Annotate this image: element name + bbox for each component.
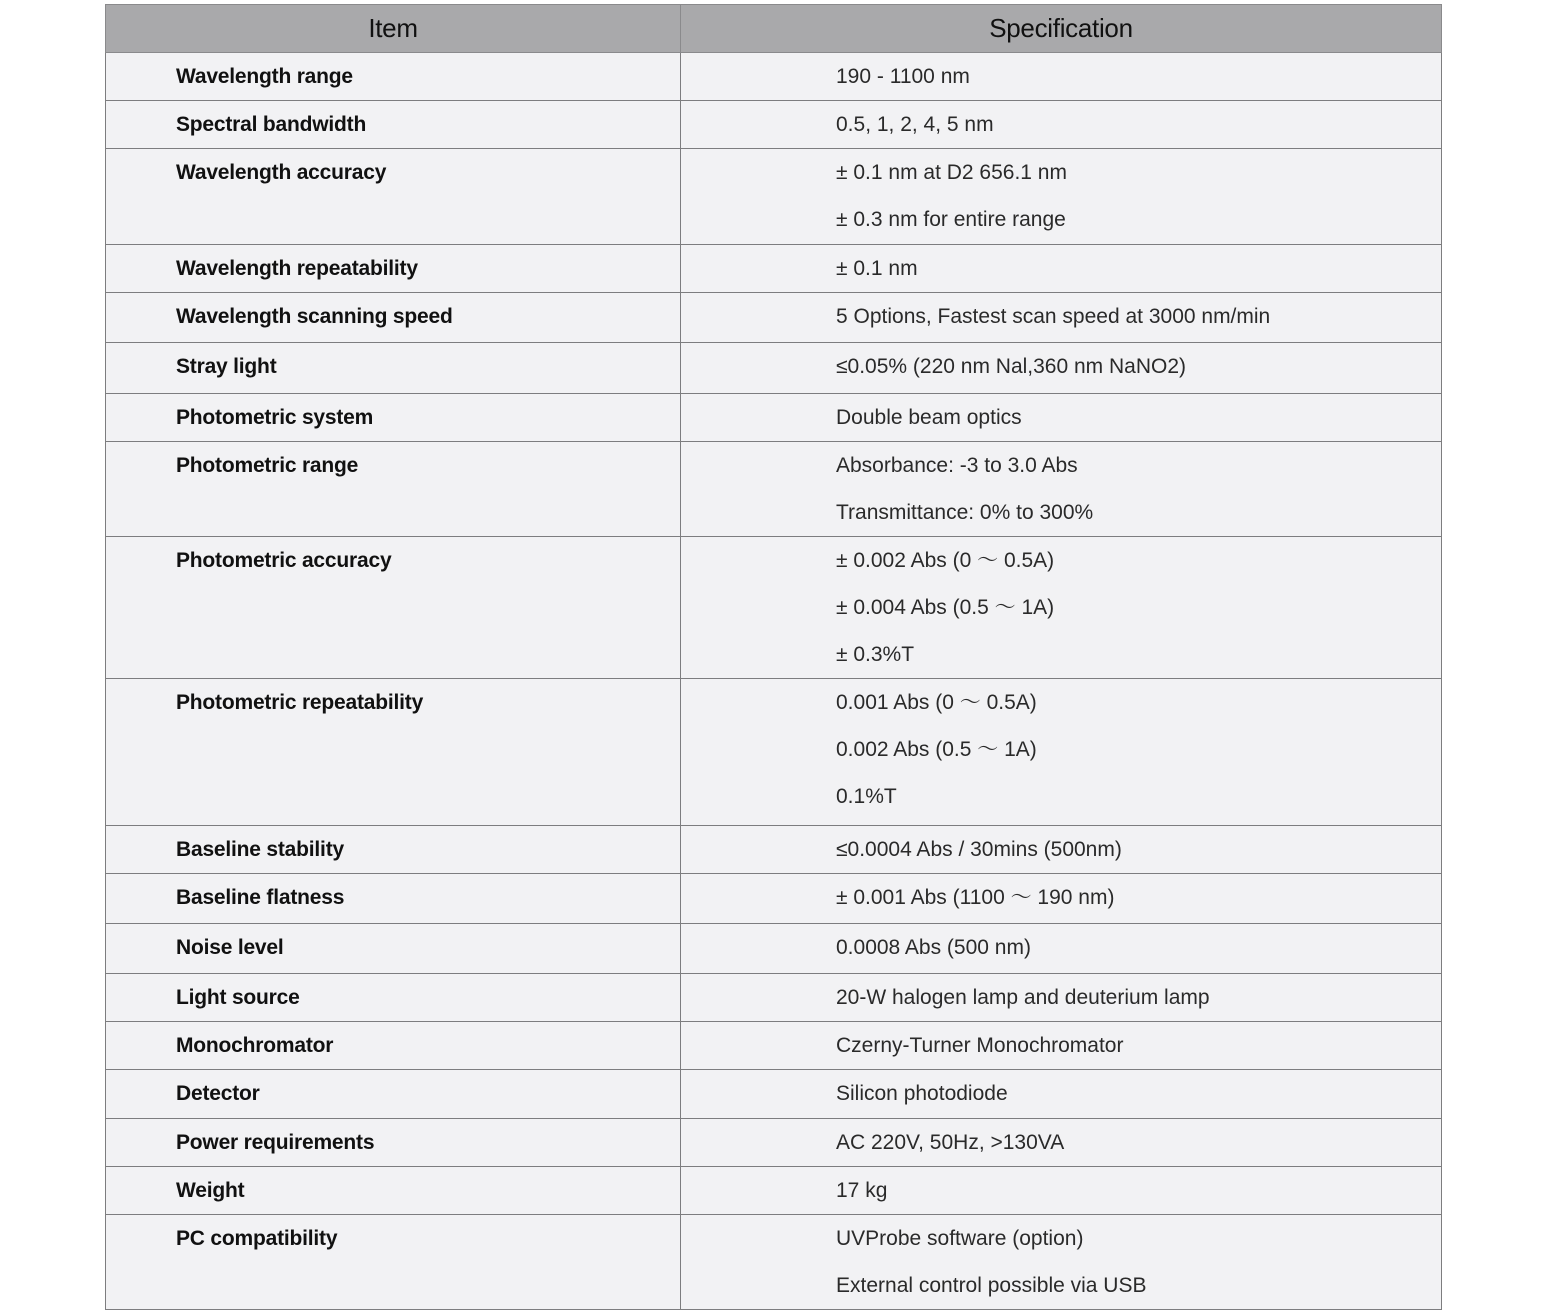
table-row (106, 1215, 1442, 1310)
item-label: Photometric system (176, 406, 374, 429)
table-row (106, 826, 1442, 874)
table-row (106, 1070, 1442, 1119)
item-cell (106, 974, 681, 1022)
specification-value: ± 0.002 Abs (0 ～ 0.5A) (836, 549, 1055, 572)
header-row (106, 5, 1442, 53)
specification-cell (681, 1070, 1442, 1119)
item-column-header: Item (106, 5, 681, 53)
specification-value: 5 Options, Fastest scan speed at 3000 nm/min (836, 305, 1271, 328)
specification-table (105, 4, 1442, 1310)
item-label: Wavelength scanning speed (176, 305, 453, 328)
table-row (106, 1167, 1442, 1215)
specification-value: 17 kg (836, 1179, 888, 1202)
table-row (106, 149, 1442, 245)
specification-cell (681, 1167, 1442, 1215)
specification-cell (681, 149, 1442, 245)
item-cell (106, 874, 681, 924)
item-cell (106, 149, 681, 245)
specification-cell (681, 101, 1442, 149)
specification-value: ≤0.05% (220 nm Nal,360 nm NaNO2) (836, 355, 1187, 378)
specification-value: ± 0.3%T (836, 643, 915, 666)
table-row (106, 679, 1442, 826)
item-cell (106, 442, 681, 537)
specification-cell (681, 826, 1442, 874)
item-cell (106, 924, 681, 974)
specification-value: 0.0008 Abs (500 nm) (836, 936, 1031, 959)
table-row (106, 924, 1442, 974)
specification-column-header: Specification (681, 5, 1442, 53)
specification-cell (681, 343, 1442, 394)
specification-value: AC 220V, 50Hz, >130VA (836, 1131, 1065, 1154)
item-cell (106, 537, 681, 679)
item-label: Weight (176, 1179, 245, 1202)
specification-value: ± 0.001 Abs (1100 ～ 190 nm) (836, 886, 1115, 909)
item-cell (106, 826, 681, 874)
specification-value: External control possible via USB (836, 1274, 1147, 1297)
item-label: Baseline flatness (176, 886, 345, 909)
table-row (106, 343, 1442, 394)
table-row (106, 53, 1442, 101)
specification-value: Absorbance: -3 to 3.0 Abs (836, 454, 1078, 477)
item-label: Baseline stability (176, 838, 344, 861)
table-row (106, 394, 1442, 442)
item-label: Detector (176, 1082, 260, 1105)
specification-value: 0.5, 1, 2, 4, 5 nm (836, 113, 994, 136)
table-row (106, 874, 1442, 924)
table-row (106, 1119, 1442, 1167)
specification-value: 0.1%T (836, 785, 897, 808)
specification-value: ± 0.004 Abs (0.5 ～ 1A) (836, 596, 1055, 619)
specification-value: ± 0.3 nm for entire range (836, 208, 1066, 231)
specification-cell (681, 537, 1442, 679)
specification-cell (681, 245, 1442, 293)
specification-cell (681, 1119, 1442, 1167)
table-row (106, 442, 1442, 537)
specification-cell (681, 874, 1442, 924)
item-label: Photometric repeatability (176, 691, 424, 714)
item-cell (106, 245, 681, 293)
table-row (106, 245, 1442, 293)
specification-value: 20-W halogen lamp and deuterium lamp (836, 986, 1210, 1009)
table-header (106, 5, 1442, 53)
specification-value: 0.001 Abs (0 ～ 0.5A) (836, 691, 1037, 714)
specification-cell (681, 293, 1442, 343)
table-row (106, 537, 1442, 679)
item-cell (106, 101, 681, 149)
item-label: Light source (176, 986, 300, 1009)
item-label: Stray light (176, 355, 277, 378)
table-row (106, 974, 1442, 1022)
specification-cell (681, 924, 1442, 974)
item-cell (106, 1167, 681, 1215)
specification-cell (681, 1215, 1442, 1310)
item-cell (106, 1215, 681, 1310)
table-row (106, 1022, 1442, 1070)
specification-value: Czerny-Turner Monochromator (836, 1034, 1124, 1057)
item-cell (106, 293, 681, 343)
item-label: Monochromator (176, 1034, 334, 1057)
specification-cell (681, 394, 1442, 442)
item-label: Power requirements (176, 1131, 375, 1154)
item-label: Wavelength range (176, 65, 353, 88)
item-cell (106, 394, 681, 442)
specification-value: ± 0.1 nm (836, 257, 918, 280)
item-cell (106, 1119, 681, 1167)
item-cell (106, 679, 681, 826)
item-cell (106, 343, 681, 394)
specification-value: ≤0.0004 Abs / 30mins (500nm) (836, 838, 1122, 861)
specification-value: ± 0.1 nm at D2 656.1 nm (836, 161, 1067, 184)
specification-value: Double beam optics (836, 406, 1022, 429)
item-cell (106, 1022, 681, 1070)
specification-cell (681, 1022, 1442, 1070)
item-label: Photometric accuracy (176, 549, 392, 572)
item-label: Wavelength repeatability (176, 257, 418, 280)
item-cell (106, 1070, 681, 1119)
item-label: Spectral bandwidth (176, 113, 367, 136)
specification-value: Silicon photodiode (836, 1082, 1008, 1105)
specification-cell (681, 974, 1442, 1022)
table-row (106, 293, 1442, 343)
specification-value: Transmittance: 0% to 300% (836, 501, 1094, 524)
specification-value: UVProbe software (option) (836, 1227, 1084, 1250)
specification-value: 0.002 Abs (0.5 ～ 1A) (836, 738, 1037, 761)
item-label: PC compatibility (176, 1227, 338, 1250)
table-row (106, 101, 1442, 149)
table-body (106, 53, 1442, 1310)
item-label: Noise level (176, 936, 284, 959)
specification-cell (681, 53, 1442, 101)
specification-cell (681, 442, 1442, 537)
specification-value: 190 - 1100 nm (836, 65, 970, 88)
item-label: Wavelength accuracy (176, 161, 387, 184)
item-label: Photometric range (176, 454, 359, 477)
item-cell (106, 53, 681, 101)
specification-cell (681, 679, 1442, 826)
